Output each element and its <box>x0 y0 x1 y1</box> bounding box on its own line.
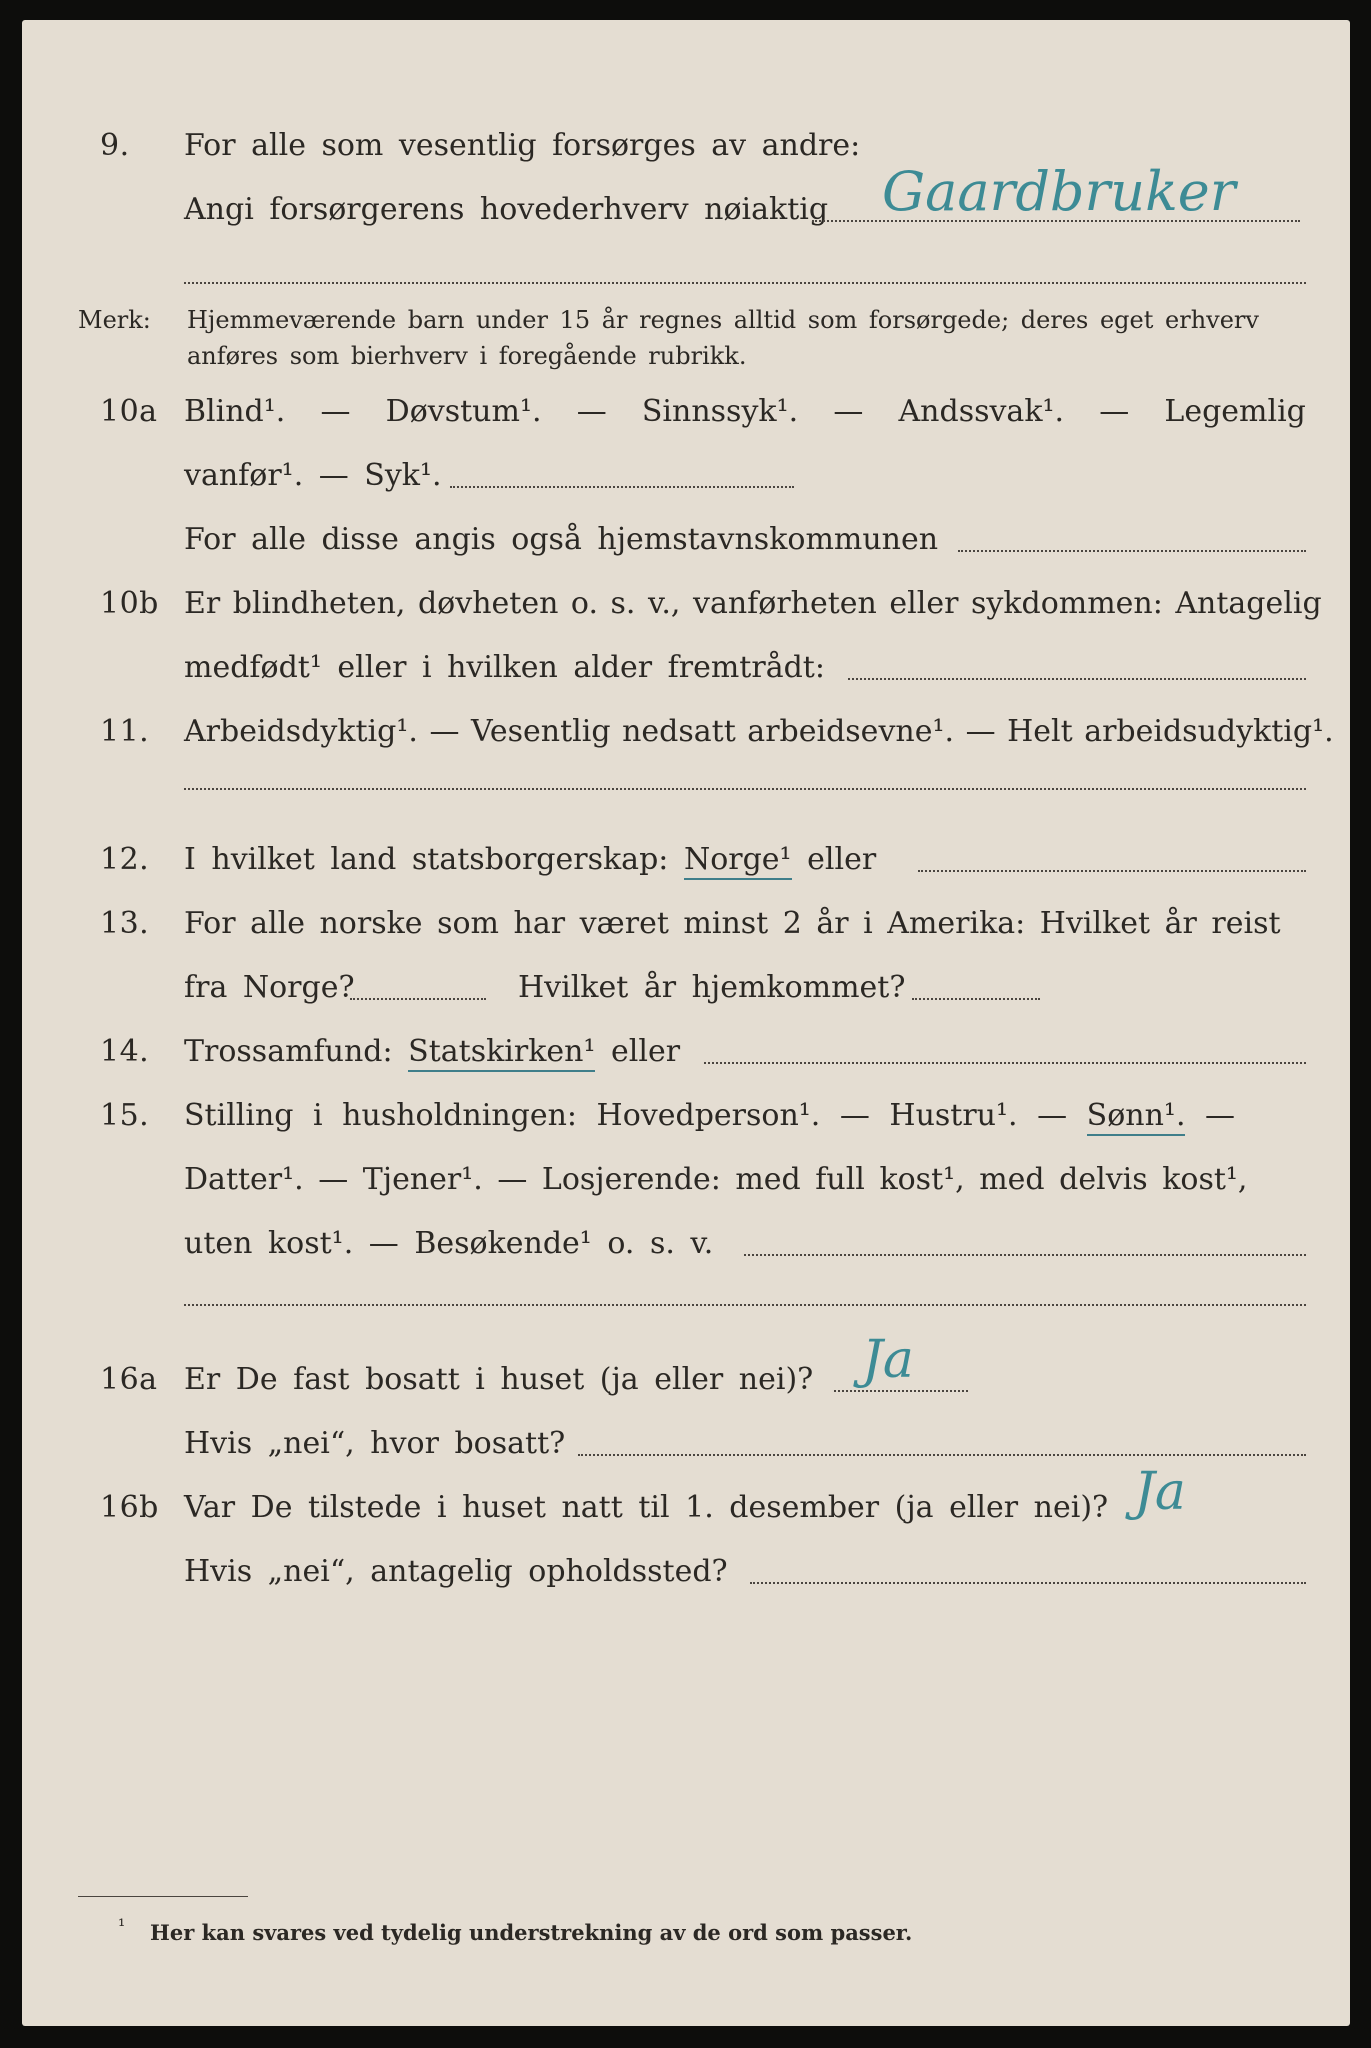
q10a-dash-3: — <box>833 394 864 429</box>
q10a-dash-2: — <box>576 394 607 429</box>
q13-line2a: fra Norge? <box>184 970 355 1005</box>
q10a-blind: Blind¹. <box>184 394 286 429</box>
q10a-kommune-line <box>958 550 1306 552</box>
q16b-line2: Hvis „nei“, antagelig opholdssted? <box>184 1554 728 1589</box>
footnote-text: Her kan svares ved tydelig understrekning av de ord som passer. <box>150 1920 913 1945</box>
q9-number: 9. <box>100 128 130 163</box>
q14-number: 14. <box>100 1034 150 1069</box>
census-form-sheet <box>22 20 1350 2026</box>
q10a-dash-1: — <box>320 394 351 429</box>
q16b-opholdssted-line <box>750 1582 1306 1584</box>
q13-reist-line <box>350 998 486 1000</box>
q16b-handwritten-answer: Ja <box>1134 1462 1186 1522</box>
q13-hjemkommet-line <box>912 998 1040 1000</box>
q10b-line2: medfødt¹ eller i hvilken alder fremtrådt: <box>184 650 825 685</box>
footnote-mark: ¹ <box>118 1916 126 1937</box>
merk-label: Merk: <box>78 306 151 334</box>
q14-line <box>184 1034 680 1069</box>
q13-number: 13. <box>100 906 150 941</box>
q10a-line3: For alle disse angis også hjemstavnskommunen <box>184 522 939 557</box>
q10a-number: 10a <box>100 394 158 429</box>
q16a-bosatt-line <box>578 1454 1306 1456</box>
merk-line1: Hjemmeværende barn under 15 år regnes alltid som forsørgede; deres eget erhverv <box>187 306 1259 334</box>
q10b-alder-line <box>848 678 1306 680</box>
q15-line2: Datter¹. — Tjener¹. — Losjerende: med full kost¹, med delvis kost¹, <box>184 1162 1248 1197</box>
q15-line1b: — <box>1205 1098 1236 1133</box>
merk-line2: anføres som bierhverv i foregående rubrikk. <box>187 342 747 370</box>
q12-answer-line <box>918 870 1306 872</box>
q15-line1 <box>184 1098 1235 1133</box>
q12-question: I hvilket land statsborgerskap: <box>184 842 669 877</box>
q15-number: 15. <box>100 1098 150 1133</box>
q16b-line1: Var De tilstede i huset natt til 1. desember (ja eller nei)? <box>184 1490 1109 1525</box>
q15-answer-line <box>744 1254 1306 1256</box>
q10a-syk-line <box>450 486 794 488</box>
q16a-number: 16a <box>100 1362 158 1397</box>
q9-line2: Angi forsørgerens hovederhverv nøiaktig <box>184 192 829 227</box>
q15-blank-line <box>184 1304 1306 1306</box>
q14-question: Trossamfund: <box>184 1034 393 1069</box>
q10b-line1: Er blindheten, døvheten o. s. v., vanførheten eller sykdommen: Antagelig <box>184 586 1322 621</box>
q11-blank-line <box>184 788 1306 790</box>
q10a-andssvak: Andssvak¹. <box>898 394 1065 429</box>
q15-sonn-underlined: Sønn¹. <box>1087 1098 1186 1136</box>
q12-line <box>184 842 876 877</box>
q16a-line2: Hvis „nei“, hvor bosatt? <box>184 1426 566 1461</box>
q11-line1: Arbeidsdyktig¹. — Vesentlig nedsatt arbeidsevne¹. — Helt arbeidsudyktig¹. <box>184 714 1334 749</box>
q9-blank-line <box>184 282 1306 284</box>
q10a-line2: vanfør¹. — Syk¹. <box>184 458 442 493</box>
q10a-sinnssyk: Sinnssyk¹. <box>641 394 799 429</box>
q15-line1a: Stilling i husholdningen: Hovedperson¹. — Hustru¹. — <box>184 1098 1068 1133</box>
q13-line2b: Hvilket år hjemkommet? <box>518 970 906 1005</box>
q16a-line1: Er De fast bosatt i huset (ja eller nei)? <box>184 1362 814 1397</box>
q12-number: 12. <box>100 842 150 877</box>
q11-number: 11. <box>100 714 150 749</box>
q10a-line1 <box>184 394 1306 429</box>
q16b-number: 16b <box>100 1490 159 1525</box>
q10b-number: 10b <box>100 586 159 621</box>
q13-line1: For alle norske som har været minst 2 år i Amerika: Hvilket år reist <box>184 906 1281 941</box>
q14-statskirken-underlined: Statskirken¹ <box>408 1034 595 1072</box>
q9-handwritten-answer: Gaardbruker <box>882 160 1236 223</box>
q12-norge-underlined: Norge¹ <box>684 842 792 880</box>
q16a-answer-line <box>834 1390 968 1392</box>
q12-eller: eller <box>807 842 877 877</box>
q10a-dash-4: — <box>1099 394 1130 429</box>
q16a-handwritten-answer: Ja <box>862 1330 914 1390</box>
q9-line1: For alle som vesentlig forsørges av andre: <box>184 128 861 163</box>
footnote-rule <box>78 1896 248 1897</box>
q15-line3: uten kost¹. — Besøkende¹ o. s. v. <box>184 1226 714 1261</box>
q10a-legemlig: Legemlig <box>1164 394 1306 429</box>
q14-answer-line <box>704 1062 1306 1064</box>
q14-eller: eller <box>611 1034 681 1069</box>
q10a-dovstum: Døvstum¹. <box>385 394 542 429</box>
